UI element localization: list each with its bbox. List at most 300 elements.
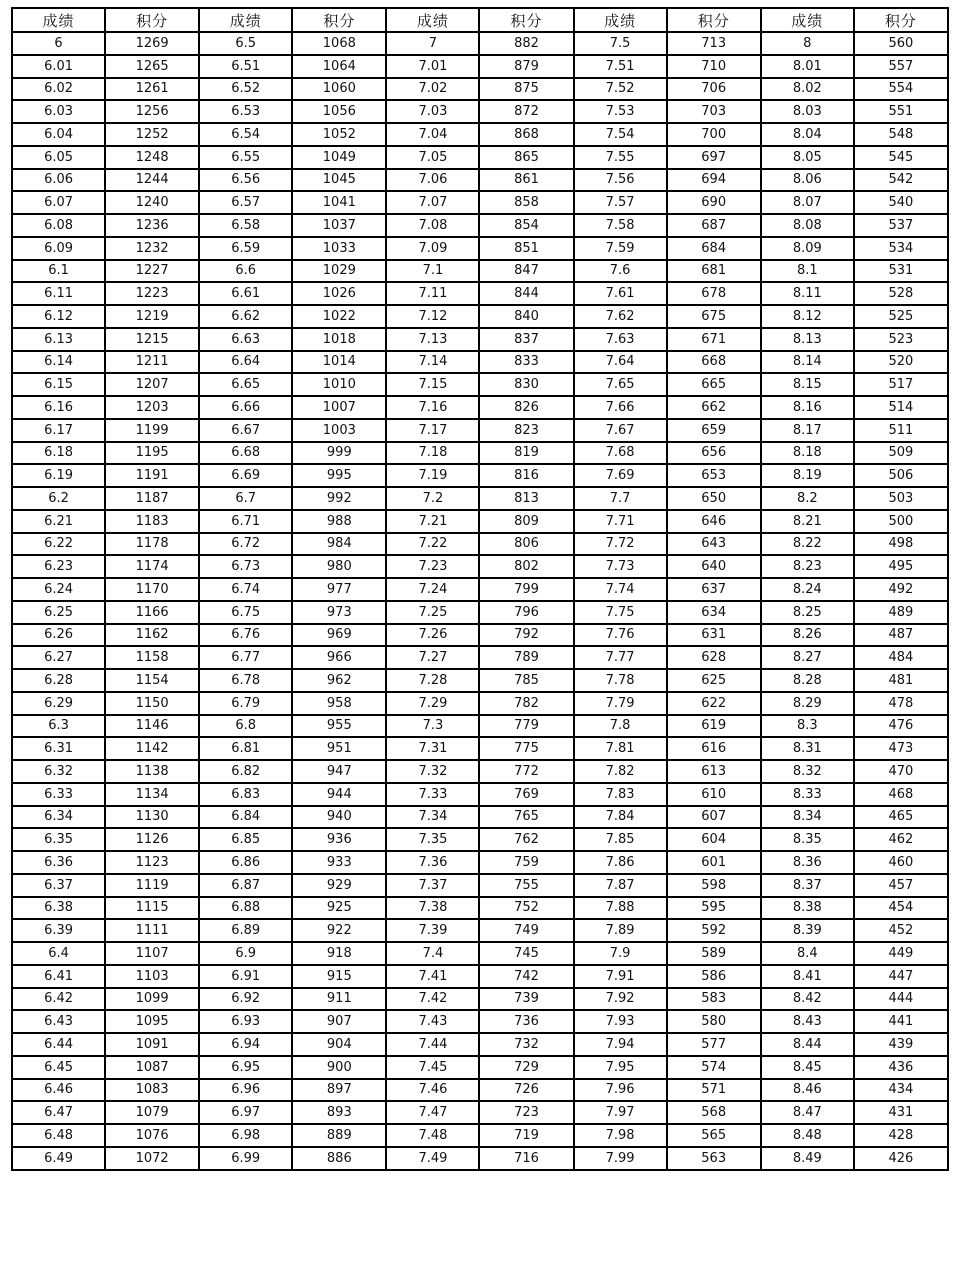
points-cell: 452: [854, 919, 948, 942]
points-cell: 640: [667, 555, 761, 578]
points-cell: 637: [667, 578, 761, 601]
score-cell: 7.28: [386, 669, 479, 692]
score-cell: 8.17: [761, 419, 854, 442]
points-cell: 460: [854, 851, 948, 874]
points-cell: 759: [479, 851, 573, 874]
points-cell: 616: [667, 737, 761, 760]
score-cell: 6.79: [199, 692, 292, 715]
points-cell: 732: [479, 1033, 573, 1056]
score-cell: 8.14: [761, 351, 854, 374]
score-cell: 6.61: [199, 282, 292, 305]
score-cell: 7.88: [574, 897, 667, 920]
points-cell: 560: [854, 32, 948, 55]
score-cell: 8.34: [761, 806, 854, 829]
table-row: [12, 942, 948, 965]
column-header-points: 积分: [292, 8, 386, 32]
points-cell: 653: [667, 464, 761, 487]
score-cell: 8.06: [761, 169, 854, 192]
points-cell: 694: [667, 169, 761, 192]
score-cell: 7.92: [574, 988, 667, 1011]
score-cell: 6.62: [199, 305, 292, 328]
score-cell: 7.31: [386, 737, 479, 760]
points-cell: 755: [479, 874, 573, 897]
score-cell: 6.44: [12, 1033, 105, 1056]
points-cell: 601: [667, 851, 761, 874]
points-cell: 995: [292, 464, 386, 487]
points-cell: 577: [667, 1033, 761, 1056]
points-cell: 551: [854, 100, 948, 123]
score-cell: 8.46: [761, 1079, 854, 1102]
score-cell: 7.78: [574, 669, 667, 692]
score-cell: 8.38: [761, 897, 854, 920]
points-cell: 1223: [105, 282, 199, 305]
points-cell: 1154: [105, 669, 199, 692]
table-row: [12, 533, 948, 556]
score-cell: 8: [761, 32, 854, 55]
score-cell: 6.22: [12, 533, 105, 556]
points-cell: 925: [292, 897, 386, 920]
points-cell: 434: [854, 1079, 948, 1102]
score-cell: 6.76: [199, 624, 292, 647]
points-cell: 659: [667, 419, 761, 442]
points-cell: 1107: [105, 942, 199, 965]
score-cell: 6.05: [12, 146, 105, 169]
score-cell: 6.98: [199, 1124, 292, 1147]
table-row: [12, 260, 948, 283]
score-cell: 8.07: [761, 191, 854, 214]
score-cell: 6.7: [199, 487, 292, 510]
score-cell: 7.38: [386, 897, 479, 920]
table-row: [12, 1056, 948, 1079]
score-cell: 8.4: [761, 942, 854, 965]
score-cell: 6.88: [199, 897, 292, 920]
score-cell: 7.3: [386, 715, 479, 738]
points-cell: 431: [854, 1101, 948, 1124]
points-cell: 958: [292, 692, 386, 715]
score-cell: 6.16: [12, 396, 105, 419]
table-row: [12, 351, 948, 374]
score-cell: 6.29: [12, 692, 105, 715]
points-cell: 634: [667, 601, 761, 624]
table-row: [12, 328, 948, 351]
points-cell: 806: [479, 533, 573, 556]
points-cell: 1256: [105, 100, 199, 123]
points-cell: 1178: [105, 533, 199, 556]
score-cell: 7.94: [574, 1033, 667, 1056]
score-cell: 6.03: [12, 100, 105, 123]
score-cell: 6.21: [12, 510, 105, 533]
points-cell: 625: [667, 669, 761, 692]
score-cell: 6.85: [199, 828, 292, 851]
points-cell: 1146: [105, 715, 199, 738]
score-cell: 6.5: [199, 32, 292, 55]
score-cell: 7.76: [574, 624, 667, 647]
score-cell: 6.64: [199, 351, 292, 374]
score-cell: 6.3: [12, 715, 105, 738]
score-cell: 7.86: [574, 851, 667, 874]
score-cell: 6.36: [12, 851, 105, 874]
score-cell: 8.26: [761, 624, 854, 647]
points-cell: 528: [854, 282, 948, 305]
points-cell: 476: [854, 715, 948, 738]
score-cell: 7.17: [386, 419, 479, 442]
points-cell: 1091: [105, 1033, 199, 1056]
points-cell: 500: [854, 510, 948, 533]
points-cell: 441: [854, 1010, 948, 1033]
score-cell: 7.15: [386, 373, 479, 396]
table-row: [12, 100, 948, 123]
score-cell: 6.18: [12, 442, 105, 465]
score-cell: 8.1: [761, 260, 854, 283]
points-cell: 484: [854, 646, 948, 669]
score-cell: 7.56: [574, 169, 667, 192]
score-cell: 7.6: [574, 260, 667, 283]
points-cell: 622: [667, 692, 761, 715]
points-cell: 904: [292, 1033, 386, 1056]
points-cell: 481: [854, 669, 948, 692]
points-cell: 1119: [105, 874, 199, 897]
points-cell: 1183: [105, 510, 199, 533]
points-cell: 1095: [105, 1010, 199, 1033]
points-cell: 557: [854, 55, 948, 78]
points-cell: 468: [854, 783, 948, 806]
score-cell: 6.95: [199, 1056, 292, 1079]
score-cell: 7.91: [574, 965, 667, 988]
points-cell: 1049: [292, 146, 386, 169]
table-row: [12, 601, 948, 624]
score-cell: 8.19: [761, 464, 854, 487]
points-cell: 574: [667, 1056, 761, 1079]
points-cell: 710: [667, 55, 761, 78]
points-cell: 1014: [292, 351, 386, 374]
score-cell: 6.39: [12, 919, 105, 942]
score-cell: 6.33: [12, 783, 105, 806]
points-cell: 563: [667, 1147, 761, 1170]
points-cell: 523: [854, 328, 948, 351]
score-cell: 7.11: [386, 282, 479, 305]
score-cell: 6.84: [199, 806, 292, 829]
score-cell: 7.85: [574, 828, 667, 851]
score-cell: 7.71: [574, 510, 667, 533]
points-cell: 1003: [292, 419, 386, 442]
points-cell: 457: [854, 874, 948, 897]
score-cell: 6.26: [12, 624, 105, 647]
score-cell: 6.27: [12, 646, 105, 669]
points-cell: 607: [667, 806, 761, 829]
points-cell: 631: [667, 624, 761, 647]
points-cell: 973: [292, 601, 386, 624]
points-cell: 769: [479, 783, 573, 806]
score-cell: 8.29: [761, 692, 854, 715]
score-cell: 6.43: [12, 1010, 105, 1033]
score-cell: 6.59: [199, 237, 292, 260]
table-row: [12, 78, 948, 101]
points-cell: 1138: [105, 760, 199, 783]
score-cell: 6.9: [199, 942, 292, 965]
points-cell: 984: [292, 533, 386, 556]
score-cell: 8.02: [761, 78, 854, 101]
points-cell: 436: [854, 1056, 948, 1079]
score-cell: 7.37: [386, 874, 479, 897]
points-cell: 868: [479, 123, 573, 146]
score-cell: 7.66: [574, 396, 667, 419]
score-cell: 7.16: [386, 396, 479, 419]
points-cell: 765: [479, 806, 573, 829]
table-row: [12, 1079, 948, 1102]
points-cell: 531: [854, 260, 948, 283]
score-cell: 7.44: [386, 1033, 479, 1056]
table-row: [12, 624, 948, 647]
points-cell: 739: [479, 988, 573, 1011]
points-cell: 1150: [105, 692, 199, 715]
table-row: [12, 988, 948, 1011]
score-cell: 8.47: [761, 1101, 854, 1124]
score-cell: 8.25: [761, 601, 854, 624]
points-cell: 962: [292, 669, 386, 692]
points-cell: 511: [854, 419, 948, 442]
score-cell: 6.35: [12, 828, 105, 851]
score-cell: 8.18: [761, 442, 854, 465]
table-row: [12, 146, 948, 169]
points-cell: 713: [667, 32, 761, 55]
points-cell: 977: [292, 578, 386, 601]
table-row: [12, 464, 948, 487]
points-cell: 646: [667, 510, 761, 533]
points-cell: 742: [479, 965, 573, 988]
points-cell: 489: [854, 601, 948, 624]
score-cell: 7.07: [386, 191, 479, 214]
score-cell: 7.99: [574, 1147, 667, 1170]
points-cell: 1026: [292, 282, 386, 305]
score-cell: 6.28: [12, 669, 105, 692]
points-cell: 665: [667, 373, 761, 396]
points-cell: 1219: [105, 305, 199, 328]
score-cell: 6.42: [12, 988, 105, 1011]
score-cell: 7.34: [386, 806, 479, 829]
score-cell: 6.31: [12, 737, 105, 760]
score-cell: 7.89: [574, 919, 667, 942]
points-cell: 893: [292, 1101, 386, 1124]
score-cell: 6.15: [12, 373, 105, 396]
score-cell: 6.48: [12, 1124, 105, 1147]
points-cell: 749: [479, 919, 573, 942]
score-cell: 7.39: [386, 919, 479, 942]
points-cell: 554: [854, 78, 948, 101]
score-cell: 7.97: [574, 1101, 667, 1124]
points-cell: 542: [854, 169, 948, 192]
points-cell: 426: [854, 1147, 948, 1170]
score-cell: 6.54: [199, 123, 292, 146]
points-cell: 915: [292, 965, 386, 988]
points-cell: 1134: [105, 783, 199, 806]
score-cell: 6.51: [199, 55, 292, 78]
score-cell: 6.68: [199, 442, 292, 465]
points-cell: 1068: [292, 32, 386, 55]
points-cell: 473: [854, 737, 948, 760]
score-cell: 6.55: [199, 146, 292, 169]
points-cell: 580: [667, 1010, 761, 1033]
points-cell: 872: [479, 100, 573, 123]
score-cell: 7.23: [386, 555, 479, 578]
points-cell: 736: [479, 1010, 573, 1033]
score-cell: 8.21: [761, 510, 854, 533]
points-cell: 782: [479, 692, 573, 715]
score-cell: 8.11: [761, 282, 854, 305]
points-cell: 779: [479, 715, 573, 738]
points-cell: 1060: [292, 78, 386, 101]
points-cell: 1199: [105, 419, 199, 442]
score-cell: 7.64: [574, 351, 667, 374]
score-cell: 7.35: [386, 828, 479, 851]
points-cell: 830: [479, 373, 573, 396]
score-cell: 7.9: [574, 942, 667, 965]
score-cell: 6.08: [12, 214, 105, 237]
points-cell: 439: [854, 1033, 948, 1056]
column-header-points: 积分: [479, 8, 573, 32]
points-cell: 503: [854, 487, 948, 510]
score-cell: 6.83: [199, 783, 292, 806]
points-cell: 678: [667, 282, 761, 305]
score-cell: 6.93: [199, 1010, 292, 1033]
score-cell: 6.25: [12, 601, 105, 624]
score-cell: 6.41: [12, 965, 105, 988]
score-cell: 7.96: [574, 1079, 667, 1102]
score-cell: 6.81: [199, 737, 292, 760]
points-cell: 1064: [292, 55, 386, 78]
score-cell: 7.22: [386, 533, 479, 556]
table-row: [12, 442, 948, 465]
score-cell: 7.69: [574, 464, 667, 487]
points-cell: 844: [479, 282, 573, 305]
column-header-score: 成绩: [574, 8, 667, 32]
points-cell: 540: [854, 191, 948, 214]
points-cell: 897: [292, 1079, 386, 1102]
points-cell: 816: [479, 464, 573, 487]
score-cell: 7.14: [386, 351, 479, 374]
points-cell: 675: [667, 305, 761, 328]
points-cell: 847: [479, 260, 573, 283]
score-cell: 7.24: [386, 578, 479, 601]
score-cell: 7.49: [386, 1147, 479, 1170]
points-cell: 809: [479, 510, 573, 533]
table-row: [12, 669, 948, 692]
score-cell: 7.74: [574, 578, 667, 601]
points-cell: 1123: [105, 851, 199, 874]
table-row: [12, 32, 948, 55]
points-cell: 955: [292, 715, 386, 738]
score-cell: 7.63: [574, 328, 667, 351]
score-cell: 6.12: [12, 305, 105, 328]
score-cell: 8.43: [761, 1010, 854, 1033]
points-cell: 851: [479, 237, 573, 260]
points-cell: 1236: [105, 214, 199, 237]
column-header-score: 成绩: [386, 8, 479, 32]
score-cell: 8.41: [761, 965, 854, 988]
score-cell: 7.61: [574, 282, 667, 305]
points-cell: 936: [292, 828, 386, 851]
score-cell: 7.81: [574, 737, 667, 760]
table-row: [12, 874, 948, 897]
table-row: [12, 282, 948, 305]
score-cell: 7.48: [386, 1124, 479, 1147]
score-cell: 8.23: [761, 555, 854, 578]
score-cell: 7.59: [574, 237, 667, 260]
score-cell: 8.22: [761, 533, 854, 556]
points-cell: 565: [667, 1124, 761, 1147]
points-cell: 703: [667, 100, 761, 123]
points-cell: 918: [292, 942, 386, 965]
score-cell: 6.96: [199, 1079, 292, 1102]
points-cell: 826: [479, 396, 573, 419]
points-cell: 662: [667, 396, 761, 419]
score-cell: 7.2: [386, 487, 479, 510]
score-cell: 6.06: [12, 169, 105, 192]
score-cell: 7.62: [574, 305, 667, 328]
score-cell: 6.73: [199, 555, 292, 578]
points-cell: 465: [854, 806, 948, 829]
score-cell: 7.1: [386, 260, 479, 283]
points-cell: 514: [854, 396, 948, 419]
score-cell: 6.75: [199, 601, 292, 624]
points-cell: 1126: [105, 828, 199, 851]
points-cell: 1252: [105, 123, 199, 146]
points-cell: 613: [667, 760, 761, 783]
points-cell: 1207: [105, 373, 199, 396]
points-cell: 447: [854, 965, 948, 988]
column-header-points: 积分: [667, 8, 761, 32]
score-cell: 6.78: [199, 669, 292, 692]
points-cell: 1158: [105, 646, 199, 669]
score-cell: 7.46: [386, 1079, 479, 1102]
score-cell: 6.11: [12, 282, 105, 305]
points-cell: 1240: [105, 191, 199, 214]
points-cell: 999: [292, 442, 386, 465]
points-cell: 517: [854, 373, 948, 396]
points-cell: 966: [292, 646, 386, 669]
points-cell: 650: [667, 487, 761, 510]
points-cell: 785: [479, 669, 573, 692]
points-cell: 1087: [105, 1056, 199, 1079]
score-cell: 6.32: [12, 760, 105, 783]
points-cell: 1248: [105, 146, 199, 169]
column-header-score: 成绩: [761, 8, 854, 32]
score-cell: 6.77: [199, 646, 292, 669]
points-cell: 1083: [105, 1079, 199, 1102]
points-cell: 1007: [292, 396, 386, 419]
points-cell: 520: [854, 351, 948, 374]
points-cell: 534: [854, 237, 948, 260]
points-cell: 681: [667, 260, 761, 283]
score-cell: 8.27: [761, 646, 854, 669]
score-cell: 6.24: [12, 578, 105, 601]
points-cell: 745: [479, 942, 573, 965]
score-cell: 7.19: [386, 464, 479, 487]
score-cell: 8.37: [761, 874, 854, 897]
points-cell: 729: [479, 1056, 573, 1079]
score-cell: 7.45: [386, 1056, 479, 1079]
points-cell: 947: [292, 760, 386, 783]
score-cell: 6.71: [199, 510, 292, 533]
score-cell: 6.49: [12, 1147, 105, 1170]
points-cell: 548: [854, 123, 948, 146]
points-cell: 1056: [292, 100, 386, 123]
score-cell: 6.53: [199, 100, 292, 123]
points-cell: 628: [667, 646, 761, 669]
points-cell: 911: [292, 988, 386, 1011]
score-cell: 7.98: [574, 1124, 667, 1147]
points-cell: 1142: [105, 737, 199, 760]
points-cell: 823: [479, 419, 573, 442]
